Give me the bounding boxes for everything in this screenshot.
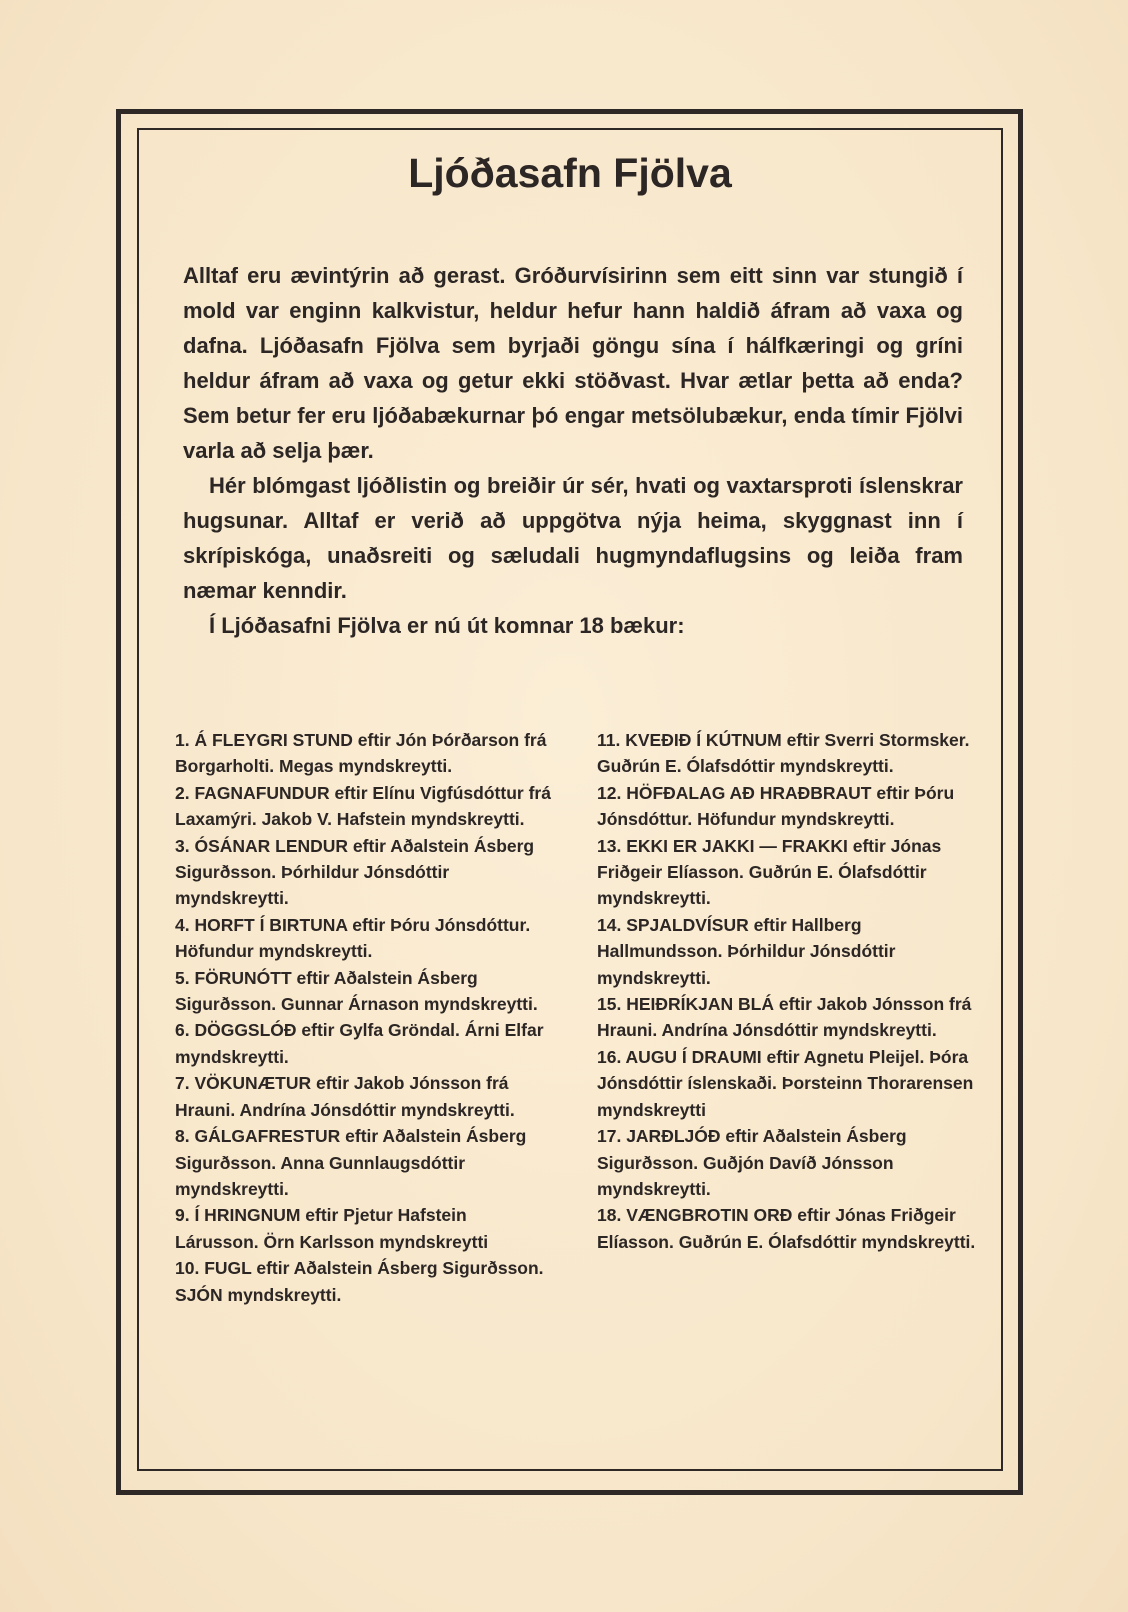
book-item: 9. Í HRINGNUM eftir Pjetur Hafstein Lárusson. Örn Karlsson myndskreytti <box>175 1205 489 1252</box>
book-item: 3. ÓSÁNAR LENDUR eftir Aðalstein Ásberg Sigurðsson. Þórhildur Jónsdóttir myndskreytti. <box>175 835 535 909</box>
intro-paragraph-2: Hér blómgast ljóðlistin og breiðir úr sér, hvati og vaxtarsproti íslenskrar hugsunar. Alltaf er verið að uppgötva nýja heima, skyggnast inn í skrípiskóga, unaðsreiti og sæludali hugmyndaflugsins og leiða fram næmar kenndir. <box>183 473 963 603</box>
book-list-right <box>597 727 977 1255</box>
intro-paragraph-1: Alltaf eru ævintýrin að gerast. Gróðurvísirinn sem eitt sinn var stungið í mold var enginn kalkvistur, heldur hefur hann haldið áfram að vaxa og dafna. Ljóðasafn Fjölva sem byrjaði göngu sína í hálfkæringi og gríni heldur áfram að vaxa og getur ekki stöðvast. Hvar ætlar þetta að enda? Sem betur fer eru ljóðabækurnar þó engar metsölubækur, enda tímir Fjölvi varla að selja þær. <box>183 263 963 463</box>
book-item: 8. GÁLGAFRESTUR eftir Aðalstein Ásberg Sigurðsson. Anna Gunnlaugsdóttir myndskreytti. <box>175 1126 527 1199</box>
book-item: 14. SPJALDVÍSUR eftir Hallberg Hallmundsson. Þórhildur Jónsdóttir myndskreytti. <box>597 914 896 988</box>
book-item: 16. AUGU Í DRAUMI eftir Agnetu Pleijel. Þóra Jónsdóttir íslenskaði. Þorsteinn Thorarensen myndskreytti <box>597 1046 974 1120</box>
book-item: 13. EKKI ER JAKKI — FRAKKI eftir Jónas Friðgeir Elíasson. Guðrún E. Ólafsdóttir myndskreytti. <box>597 835 942 909</box>
book-item: 5. FÖRUNÓTT eftir Aðalstein Ásberg Sigurðsson. Gunnar Árnason myndskreytti. <box>175 967 538 1015</box>
book-item: 12. HÖFÐALAG AÐ HRAÐBRAUT eftir Þóru Jónsdóttur. Höfundur myndskreytti. <box>597 782 955 830</box>
book-item: 15. HEIÐRÍKJAN BLÁ eftir Jakob Jónsson frá Hrauni. Andrína Jónsdóttir myndskreytti. <box>597 994 972 1041</box>
page-title: Ljóðasafn Fjölva <box>408 150 732 196</box>
book-list-left <box>175 727 555 1308</box>
book-item: 18. VÆNGBROTIN ORÐ eftir Jónas Friðgeir Elíasson. Guðrún E. Ólafsdóttir myndskreytti. <box>597 1205 976 1252</box>
book-item: 10. FUGL eftir Aðalstein Ásberg Sigurðsson. SJÓN myndskreytti. <box>175 1258 544 1305</box>
intro-text <box>183 258 963 643</box>
book-item: 1. Á FLEYGRI STUND eftir Jón Þórðarson frá Borgarholti. Megas myndskreytti. <box>175 730 547 777</box>
book-item: 2. FAGNAFUNDUR eftir Elínu Vigfúsdóttur frá Laxamýri. Jakob V. Hafstein myndskreytti. <box>175 782 551 830</box>
book-item: 6. DÖGGSLÓÐ eftir Gylfa Gröndal. Árni Elfar myndskreytti. <box>175 1020 544 1067</box>
book-item: 17. JARÐLJÓÐ eftir Aðalstein Ásberg Sigurðsson. Guðjón Davíð Jónsson myndskreytti. <box>597 1126 907 1199</box>
book-item: 4. HORFT Í BIRTUNA eftir Þóru Jónsdóttur. Höfundur myndskreytti. <box>175 914 531 962</box>
book-item: 11. KVEÐIÐ Í KÚTNUM eftir Sverri Stormsker. Guðrún E. Ólafsdóttir myndskreytti. <box>597 730 970 777</box>
intro-paragraph-3: Í Ljóðasafni Fjölva er nú út komnar 18 bækur: <box>209 613 685 638</box>
book-item: 7. VÖKUNÆTUR eftir Jakob Jónsson frá Hrauni. Andrína Jónsdóttir myndskreytti. <box>175 1073 515 1120</box>
